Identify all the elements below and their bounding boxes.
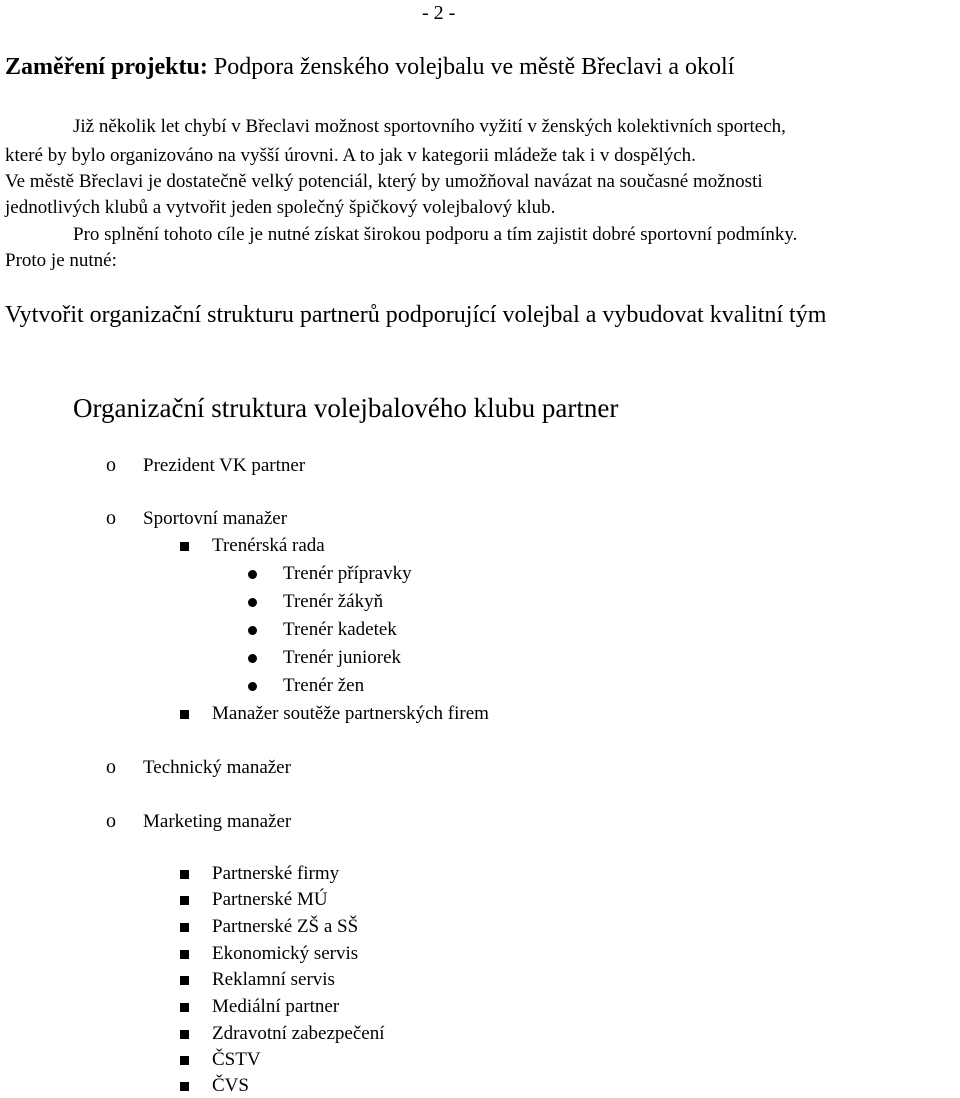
round-bullet-icon — [248, 570, 257, 579]
round-bullet-icon — [248, 598, 257, 607]
sports-manager-label: Sportovní manažer — [143, 508, 288, 529]
square-bullet-icon — [180, 950, 189, 959]
intro-line-6: Proto je nutné: — [5, 250, 117, 271]
project-focus-heading — [5, 54, 734, 81]
org-structure-heading: Organizační struktura volejbalového klubu partner — [73, 393, 619, 423]
competition-manager-label: Manažer soutěže partnerských firem — [212, 703, 489, 724]
intro-line-5: Pro splnění tohoto cíle je nutné získat širokou podporu a tím zajistit dobré sportovní podmínky. — [73, 224, 798, 245]
square-bullet-icon — [180, 542, 189, 551]
circle-bullet-icon: o — [106, 756, 116, 778]
square-bullet-icon — [180, 870, 189, 879]
coach-label: Trenér juniorek — [283, 647, 402, 668]
intro-line-3: Ve městě Břeclavi je dostatečně velký potenciál, který by umožňoval navázat na současné možnosti — [5, 171, 763, 192]
project-focus-text: Podpora ženského volejbalu ve městě Břeclavi a okolí — [213, 54, 735, 80]
marketing-manager-label: Marketing manažer — [143, 811, 292, 832]
marketing-item-label: Partnerské ZŠ a SŠ — [212, 916, 359, 937]
marketing-item-label: ČSTV — [212, 1049, 261, 1070]
square-bullet-icon — [180, 1082, 189, 1091]
square-bullet-icon — [180, 976, 189, 985]
square-bullet-icon — [180, 1030, 189, 1039]
round-bullet-icon — [248, 626, 257, 635]
coach-label: Trenér kadetek — [283, 619, 397, 640]
marketing-item-label: Partnerské MÚ — [212, 889, 328, 910]
marketing-item-label: Reklamní servis — [212, 969, 335, 990]
marketing-item-label: Zdravotní zabezpečení — [212, 1023, 385, 1044]
page-number: - 2 - — [422, 2, 456, 24]
square-bullet-icon — [180, 710, 189, 719]
round-bullet-icon — [248, 682, 257, 691]
technical-manager-label: Technický manažer — [143, 757, 291, 778]
coach-label: Trenér žen — [283, 675, 365, 696]
square-bullet-icon — [180, 1056, 189, 1065]
circle-bullet-icon: o — [106, 454, 116, 476]
project-focus-label: Zaměření projektu: — [5, 54, 208, 80]
round-bullet-icon — [248, 654, 257, 663]
intro-line-1: Již několik let chybí v Břeclavi možnost sportovního vyžití v ženských kolektivních sportech, — [73, 116, 786, 137]
intro-line-4: jednotlivých klubů a vytvořit jeden společný špičkový volejbalový klub. — [5, 197, 556, 218]
goal-statement: Vytvořit organizační strukturu partnerů podporující volejbal a vybudovat kvalitní tým — [5, 302, 827, 328]
coaching-board-label: Trenérská rada — [212, 535, 325, 556]
circle-bullet-icon: o — [106, 810, 116, 832]
circle-bullet-icon: o — [106, 507, 116, 529]
marketing-item-label: ČVS — [212, 1075, 249, 1096]
square-bullet-icon — [180, 896, 189, 905]
marketing-item-label: Partnerské firmy — [212, 863, 340, 884]
square-bullet-icon — [180, 1003, 189, 1012]
coach-label: Trenér přípravky — [283, 563, 412, 584]
coach-label: Trenér žákyň — [283, 591, 384, 612]
marketing-item-label: Ekonomický servis — [212, 943, 359, 964]
square-bullet-icon — [180, 923, 189, 932]
marketing-item-label: Mediální partner — [212, 996, 340, 1017]
president-label: Prezident VK partner — [143, 455, 306, 476]
intro-line-2: které by bylo organizováno na vyšší úrovni. A to jak v kategorii mládeže tak i v dospělých. — [5, 145, 696, 166]
